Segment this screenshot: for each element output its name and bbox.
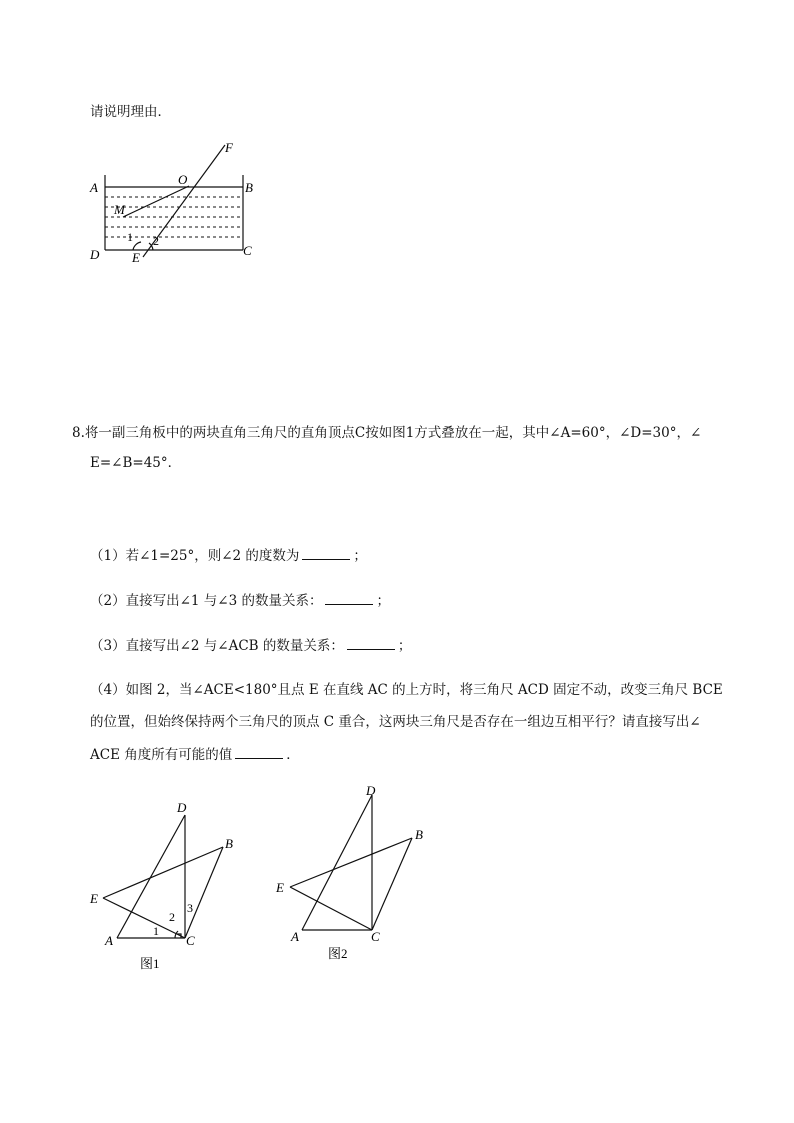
fig1-angle-2: 2 (169, 910, 175, 924)
q8-sub1-end: ； (353, 548, 367, 564)
q8-sub3-end: ； (397, 638, 412, 654)
label-A: A (90, 180, 98, 195)
figure-2 (270, 780, 440, 970)
label-D: D (90, 247, 100, 262)
label-F: F (225, 140, 233, 155)
q8-sub4-end: ． (286, 747, 300, 763)
label-B: B (245, 180, 253, 195)
fig2-label-A: A (291, 929, 299, 944)
q8-sub1 (90, 545, 367, 566)
q8-sub4-text: ACE 角度所有可能的值 (90, 747, 233, 763)
q8-sub2 (90, 590, 390, 611)
q8-sub2-blank[interactable] (325, 590, 373, 605)
fig1-label-A: A (105, 933, 113, 948)
q8-sub4-line2: 的位置，但始终保持两个三角尺的顶点 C 重合，这两块三角尺是否存在一组边互相平行？请直接写出∠ (90, 714, 701, 730)
q8-sub3-blank[interactable] (347, 635, 395, 650)
fig1-caption: 图1 (140, 956, 160, 971)
q8-sub2-text: （2）直接写出∠1 与∠3 的数量关系： (90, 593, 323, 609)
fig2-label-C: C (371, 929, 380, 944)
q8-sub1-blank[interactable] (302, 545, 350, 560)
fig1-label-C: C (186, 933, 195, 948)
q8-sub4-blank[interactable] (235, 744, 283, 759)
label-M: M (114, 202, 125, 217)
q8-line1: 8.将一副三角板中的两块直角三角尺的直角顶点C按如图1方式叠放在一起，其中∠A=60°，∠D=30°，∠ (72, 425, 702, 441)
label-E: E (132, 250, 140, 265)
figure-1 (85, 790, 245, 975)
tank-figure (85, 135, 265, 270)
fig2-caption: 图2 (328, 946, 348, 961)
q8-sub3 (90, 635, 411, 656)
prompt-text: 请说明理由． (90, 104, 171, 120)
q8-sub2-end: ； (376, 593, 390, 609)
q8-sub3-text: （3）直接写出∠2 与∠ACB 的数量关系： (90, 638, 344, 654)
fig1-label-E: E (90, 891, 98, 906)
q8-sub4-line3 (90, 744, 300, 765)
q8-sub1-text: （1）若∠1=25°，则∠2 的度数为 (90, 548, 300, 564)
fig1-label-B: B (225, 836, 233, 851)
q8-sub4-line1: （4）如图 2，当∠ACE<180°且点 E 在直线 AC 的上方时，将三角尺 ACD 固定不动，改变三角尺 BCE (90, 682, 723, 698)
angle-1-label: 1 (127, 230, 133, 244)
fig2-label-B: B (415, 827, 423, 842)
fig1-label-D: D (177, 800, 187, 815)
q8-line2: E=∠B=45°． (90, 455, 182, 471)
fig1-angle-1: 1 (153, 924, 159, 938)
label-O: O (178, 172, 188, 187)
fig2-label-D: D (366, 783, 376, 798)
fig2-label-E: E (276, 880, 284, 895)
fig1-angle-3: 3 (187, 901, 193, 915)
label-C: C (243, 243, 252, 258)
angle-2-label: 2 (153, 234, 159, 248)
